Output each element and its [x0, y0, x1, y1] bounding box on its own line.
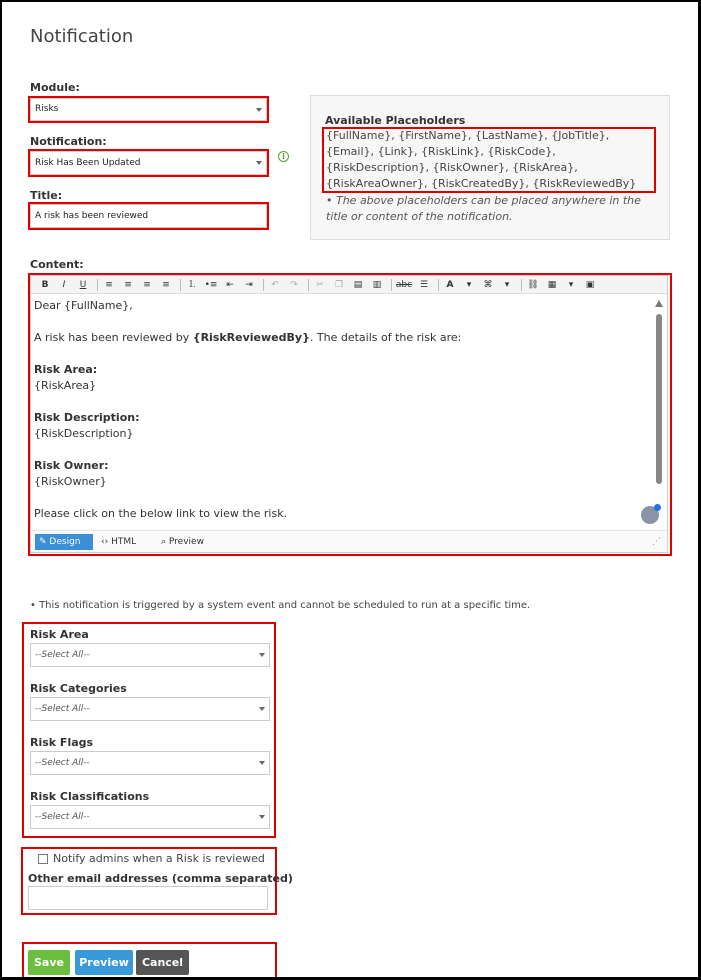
align-left-icon[interactable]: ≡ — [105, 279, 113, 290]
risk-categories-value: --Select All-- — [35, 704, 90, 714]
notification-select-value: Risk Has Been Updated — [35, 158, 141, 168]
font-color-button[interactable]: A — [446, 279, 454, 290]
chevron-down-icon[interactable]: ▾ — [568, 279, 574, 290]
risk-area-select[interactable] — [30, 643, 270, 667]
risk-flags-label: Risk Flags — [30, 736, 94, 749]
assistant-icon[interactable] — [641, 506, 659, 524]
other-emails-label: Other email addresses (comma separated) — [28, 872, 293, 885]
redo-icon[interactable]: ↷ — [290, 279, 298, 290]
desc-value: {RiskDescription} — [34, 427, 134, 440]
copy-icon[interactable]: ❐ — [334, 279, 344, 290]
title-label: Title: — [30, 189, 63, 202]
scroll-thumb[interactable] — [656, 314, 662, 484]
risk-area-value: --Select All-- — [35, 650, 90, 660]
reviewed-by-placeholder: {RiskReviewedBy} — [192, 331, 310, 344]
mode-preview-label: Preview — [168, 537, 204, 547]
align-right-icon[interactable]: ≡ — [143, 279, 151, 290]
chevron-down-icon — [256, 108, 262, 112]
risk-categories-label: Risk Categories — [30, 682, 127, 695]
italic-button[interactable]: I — [62, 279, 66, 290]
paste-text-icon[interactable]: ▥ — [372, 279, 382, 290]
placeholders-list: {FullName}, {FirstName}, {LastName}, {JobTitle}, {Email}, {Link}, {RiskLink}, {RiskCode}, {RiskDescription}, {RiskOwner}, {RiskArea}, {RiskAreaOwner}, {RiskCreatedBy}, {RiskReviewedBy} — [326, 129, 637, 190]
mode-design-tab[interactable]: ✎ Design — [35, 534, 93, 550]
other-emails-input[interactable] — [28, 886, 268, 910]
module-select-value: Risks — [35, 104, 59, 114]
notify-admins-label: Notify admins when a Risk is reviewed — [53, 852, 265, 865]
table-icon[interactable]: ▦ — [547, 279, 557, 290]
bold-button[interactable]: B — [41, 279, 49, 290]
toolbar-divider — [438, 279, 439, 291]
preview-button[interactable]: Preview — [75, 950, 133, 975]
editor-mode-bar — [31, 530, 667, 552]
area-block — [34, 362, 644, 394]
mode-html-label: HTML — [111, 537, 137, 547]
toolbar-divider — [97, 279, 98, 291]
unordered-list-icon[interactable]: •≡ — [204, 279, 218, 290]
chevron-down-icon — [256, 161, 262, 165]
trigger-note: • This notification is triggered by a system event and cannot be scheduled to run at a specific time. — [30, 600, 531, 611]
image-icon[interactable]: ▣ — [585, 279, 595, 290]
align-justify-icon[interactable]: ≡ — [162, 279, 170, 290]
resize-grip-icon[interactable]: ⋰ — [652, 537, 661, 547]
greeting-line: Dear {FullName}, — [34, 299, 133, 312]
notification-dot — [654, 504, 661, 511]
intro-line — [34, 330, 644, 346]
editor-toolbar — [31, 276, 667, 294]
outdent-icon[interactable]: ⇤ — [226, 279, 234, 290]
paste-icon[interactable]: ▤ — [353, 279, 363, 290]
risk-classifications-value: --Select All-- — [35, 812, 90, 822]
strikethrough-button[interactable]: abc — [395, 279, 413, 290]
risk-categories-select[interactable] — [30, 697, 270, 721]
mode-preview-tab[interactable]: ⌕ Preview — [161, 537, 204, 547]
toolbar-divider — [180, 279, 181, 291]
title-input[interactable]: A risk has been reviewed — [30, 204, 267, 228]
owner-value: {RiskOwner} — [34, 475, 107, 488]
page-title: Notification — [30, 26, 134, 47]
scroll-up-icon[interactable] — [655, 300, 663, 307]
undo-icon[interactable]: ↶ — [271, 279, 279, 290]
placeholders-title: Available Placeholders — [325, 114, 466, 127]
underline-button[interactable]: U — [79, 279, 87, 290]
notification-label: Notification: — [30, 135, 107, 148]
desc-label: Risk Description: — [34, 411, 140, 424]
notification-select[interactable] — [30, 151, 267, 175]
align-center-icon[interactable]: ≡ — [124, 279, 132, 290]
intro-suffix: . The details of the risk are: — [309, 331, 462, 344]
chevron-down-icon — [259, 653, 265, 657]
toolbar-divider — [521, 279, 522, 291]
risk-classifications-select[interactable] — [30, 805, 270, 829]
cancel-button[interactable]: Cancel — [136, 950, 189, 975]
toolbar-divider — [263, 279, 264, 291]
placeholders-note: • The above placeholders can be placed anywhere in the title or content of the notification. — [326, 194, 641, 223]
chevron-down-icon[interactable]: ▾ — [504, 279, 510, 290]
editor-content[interactable] — [34, 298, 644, 538]
desc-block — [34, 410, 644, 442]
chevron-down-icon — [259, 761, 265, 765]
ordered-list-icon[interactable]: ⒈ — [187, 279, 197, 290]
content-label: Content: — [30, 258, 84, 271]
notify-admins-checkbox[interactable] — [38, 854, 48, 864]
save-button[interactable]: Save — [28, 950, 70, 975]
closing-line: Please click on the below link to view the risk. — [34, 507, 288, 520]
chevron-down-icon — [259, 815, 265, 819]
area-value: {RiskArea} — [34, 379, 97, 392]
risk-classifications-label: Risk Classifications — [30, 790, 150, 803]
editor-scrollbar[interactable] — [655, 300, 663, 490]
intro-prefix: A risk has been reviewed by — [34, 331, 193, 344]
cut-icon[interactable]: ✂ — [316, 279, 324, 290]
owner-label: Risk Owner: — [34, 459, 109, 472]
rich-text-editor[interactable] — [30, 275, 668, 553]
risk-flags-value: --Select All-- — [35, 758, 90, 768]
risk-area-label: Risk Area — [30, 628, 89, 641]
risk-flags-select[interactable] — [30, 751, 270, 775]
info-icon[interactable]: i — [278, 151, 289, 162]
format-brush-icon[interactable]: ⌘ — [483, 279, 493, 290]
toolbar-divider — [391, 279, 392, 291]
area-label: Risk Area: — [34, 363, 98, 376]
indent-icon[interactable]: ⇥ — [245, 279, 253, 290]
chevron-down-icon[interactable]: ▾ — [466, 279, 472, 290]
toolbar-divider — [308, 279, 309, 291]
link-icon[interactable]: ⛓ — [527, 279, 539, 290]
chevron-down-icon — [259, 707, 265, 711]
module-label: Module: — [30, 81, 80, 94]
horizontal-rule-icon[interactable]: ☰ — [419, 279, 429, 290]
mode-html-tab[interactable]: ‹› HTML — [101, 537, 137, 547]
mode-design-label: Design — [49, 537, 81, 547]
module-select[interactable] — [30, 98, 267, 121]
owner-block — [34, 458, 644, 490]
